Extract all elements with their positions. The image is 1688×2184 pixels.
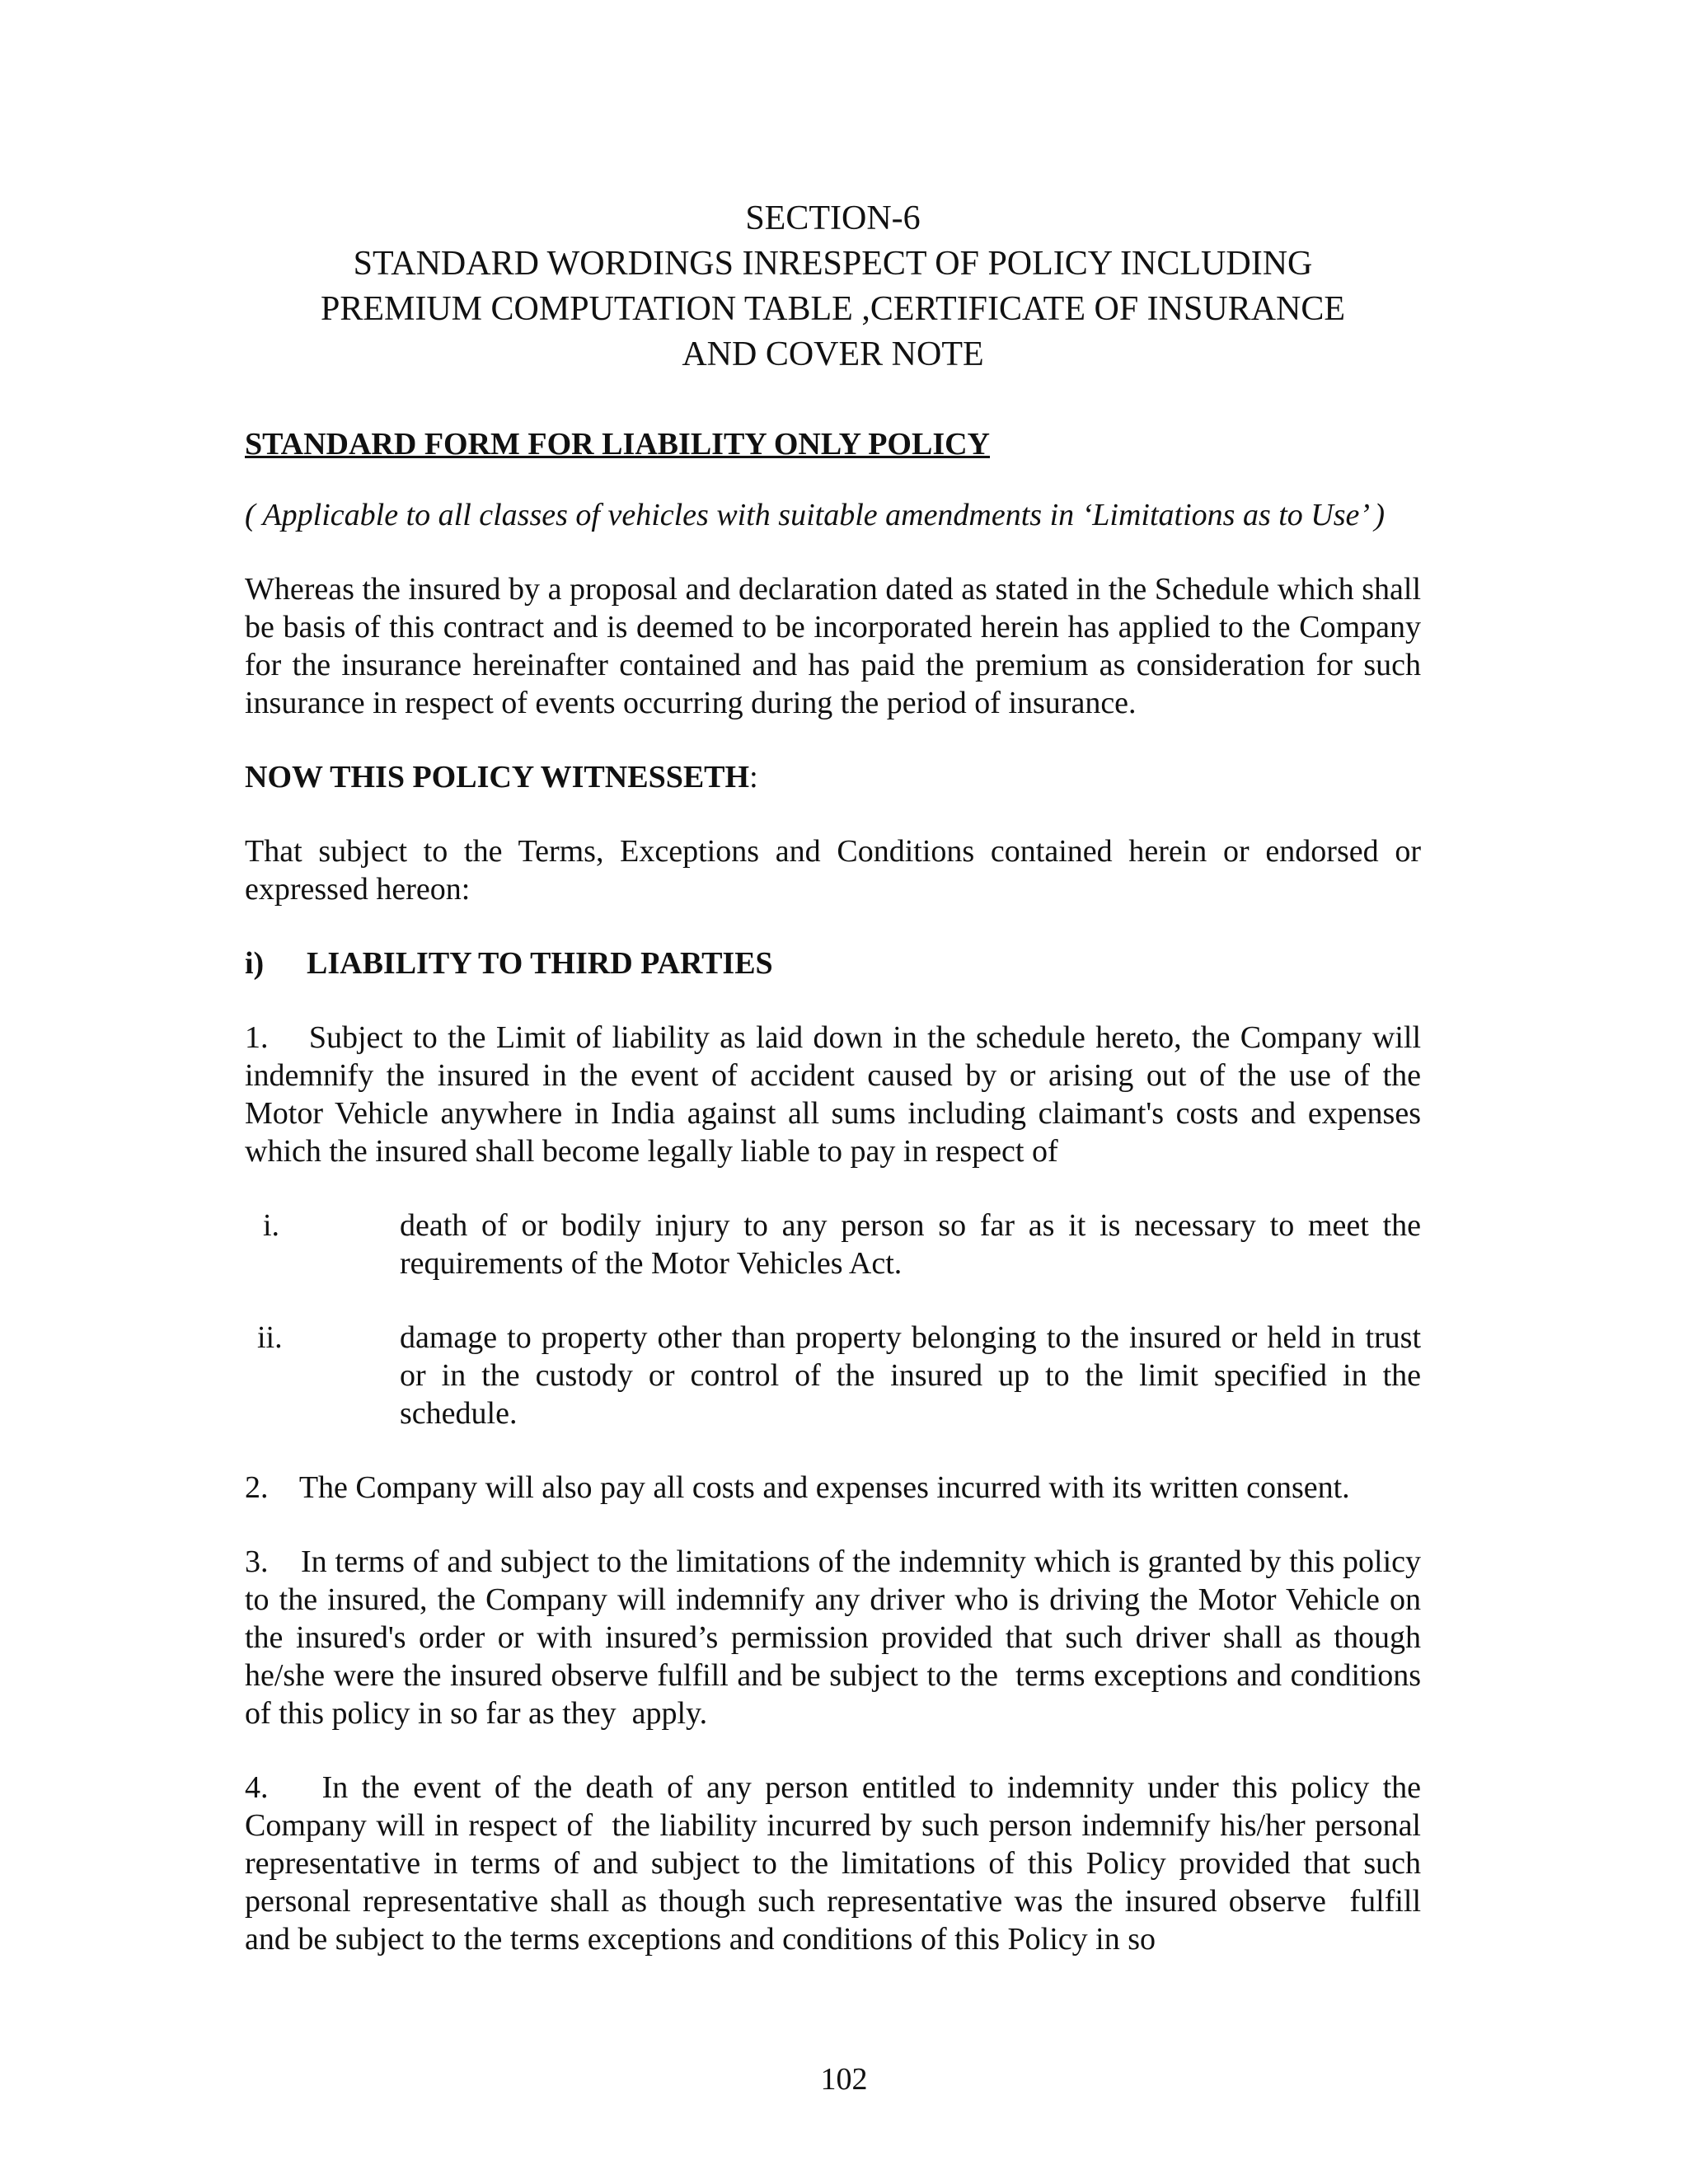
list-item-marker: ii. bbox=[257, 1320, 283, 1355]
list-item bbox=[245, 1207, 1421, 1282]
page-number-text: 102 bbox=[820, 2062, 868, 2097]
witnesseth-colon: : bbox=[749, 760, 758, 794]
clause-2: 2. The Company will also pay all costs and expenses incurred with its written consent. bbox=[245, 1470, 1350, 1505]
witnesseth-heading: NOW THIS POLICY WITNESSETH bbox=[245, 760, 750, 794]
section-number: SECTION-6 bbox=[745, 199, 921, 237]
section-title-line-2: PREMIUM COMPUTATION TABLE ,CERTIFICATE OF INSURANCE bbox=[320, 290, 1346, 328]
clause-1: 1. Subject to the Limit of liability as laid down in the schedule hereto, the Company will indemnify the insured in the event of accident caused by or arising out of the use of the Motor Vehicle anywhere in India against all sums including claimant's costs and expenses which the insured shall become legally liable to pay in respect of bbox=[245, 1020, 1429, 1169]
section-title-line-1: STANDARD WORDINGS INRESPECT OF POLICY INCLUDING bbox=[353, 245, 1313, 283]
list-item-text: damage to property other than property belonging to the insured or held in trust or in the custody or control of the insured up to the limit specified in the schedule. bbox=[400, 1320, 1421, 1431]
section-header bbox=[245, 196, 1421, 377]
section-title-line-3: AND COVER NOTE bbox=[682, 335, 984, 373]
document-page bbox=[245, 196, 1429, 1958]
witnesseth-line bbox=[245, 758, 1421, 796]
applicability-note: ( Applicable to all classes of vehicles with suitable amendments in ‘Limitations as to Use’ ) bbox=[245, 498, 1385, 532]
preamble-paragraph: Whereas the insured by a proposal and declaration dated as stated in the Schedule which shall be basis of this contract and is deemed to be incorporated herein has applied to the Company for the insurance hereinafter contained and has paid the premium as consideration for such insurance in respect of events occurring during the period of insurance. bbox=[245, 572, 1421, 720]
section-heading-number: i) bbox=[245, 946, 265, 981]
list-item-marker: i. bbox=[263, 1208, 280, 1243]
clause-3: 3. In terms of and subject to the limitations of the indemnity which is granted by this policy to the insured, the Company will indemnify any driver who is driving the Motor Vehicle on the insured's order or with insured’s permission provided that such driver shall as though he/she were the insured observe fulfill and be subject to the terms exceptions and conditions of this policy in so far as they apply. bbox=[245, 1544, 1429, 1731]
page-number bbox=[0, 2060, 1688, 2098]
list-item bbox=[245, 1319, 1421, 1432]
subject-clause: That subject to the Terms, Exceptions and Conditions contained herein or endorsed or expressed hereon: bbox=[245, 834, 1421, 907]
form-title: STANDARD FORM FOR LIABILITY ONLY POLICY bbox=[245, 427, 991, 462]
section-heading-title: LIABILITY TO THIRD PARTIES bbox=[307, 946, 773, 981]
section-heading-third-parties bbox=[245, 944, 1421, 982]
clause-4: 4. In the event of the death of any person entitled to indemnity under this policy the Company will in respect of the liability incurred by such person indemnify his/her personal representative in terms of and subject to the limitations of this Policy provided that such personal representative shall as though such representative was the insured observe fulfill and be subject to the terms exceptions and conditions of this Policy in so bbox=[245, 1770, 1429, 1957]
list-item-text: death of or bodily injury to any person so far as it is necessary to meet the requirements of the Motor Vehicles Act. bbox=[400, 1208, 1421, 1281]
